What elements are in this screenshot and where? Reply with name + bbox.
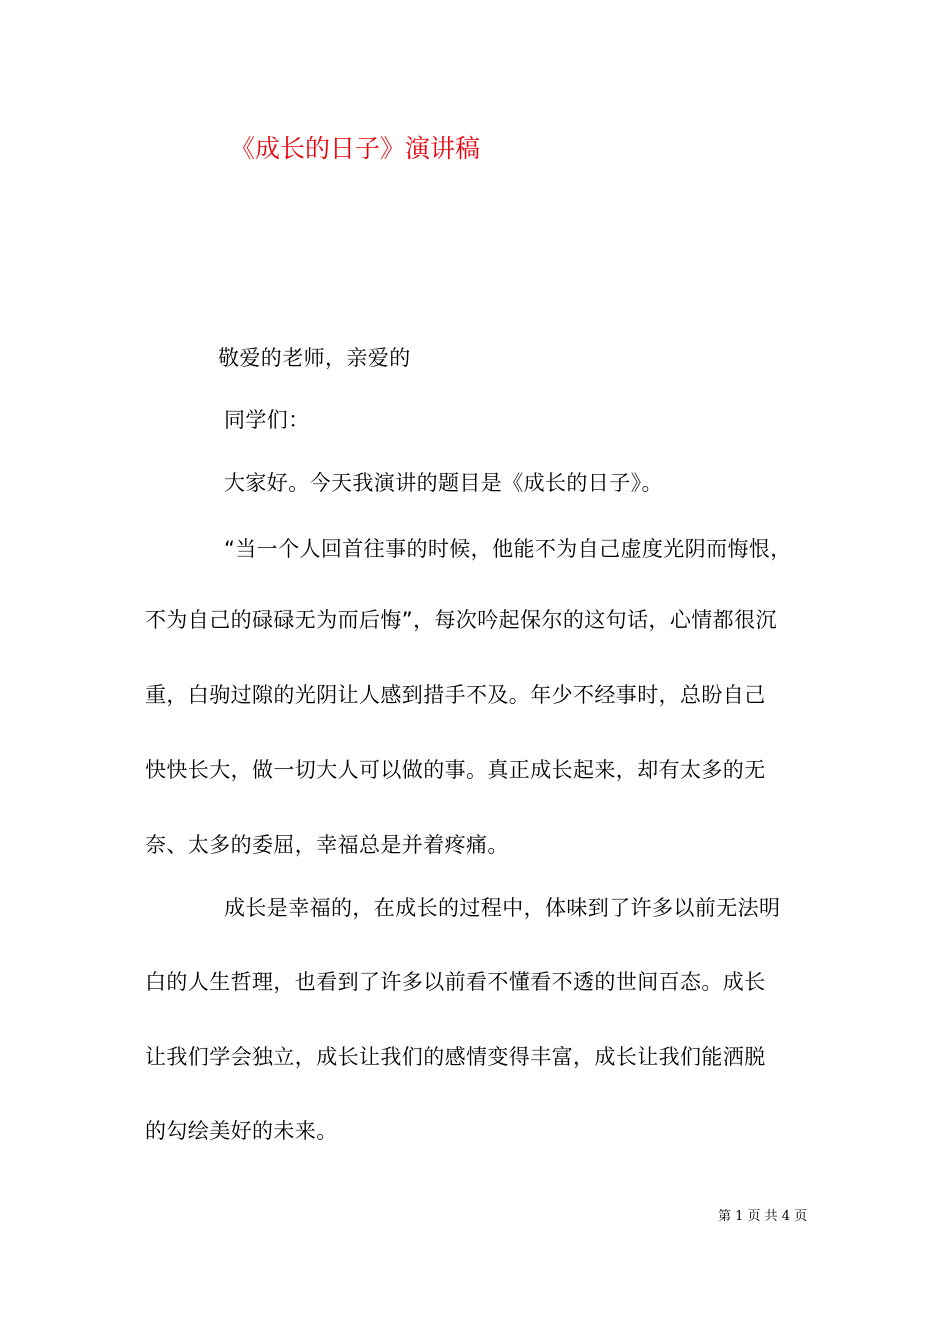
paragraph-2-line-3: 让我们学会独立，成长让我们的感情变得丰富，成长让我们能洒脱: [145, 1045, 766, 1069]
paragraph-2-line-2: 白的人生哲理，也看到了许多以前看不懂看不透的世间百态。成长: [145, 970, 766, 994]
salutation-line-1: 敬爱的老师，亲爱的: [218, 346, 411, 370]
paragraph-1-line-3: 重，白驹过隙的光阴让人感到措手不及。年少不经事时，总盼自己: [145, 683, 766, 707]
page-footer: 第 1 页 共 4 页: [718, 1209, 808, 1224]
paragraph-1-line-4: 快快长大，做一切大人可以做的事。真正成长起来，却有太多的无: [145, 758, 766, 782]
greeting-line: 大家好。今天我演讲的题目是《成长的日子》。: [224, 471, 663, 495]
paragraph-1-line-5: 奈、太多的委屈，幸福总是并着疼痛。: [145, 833, 509, 857]
paragraph-2-line-4: 的勾绘美好的未来。: [145, 1119, 338, 1143]
salutation-line-2: 同学们：: [224, 408, 310, 432]
document-title: 《成长的日子》演讲稿: [230, 134, 481, 163]
paragraph-1-line-1: “当一个人回首往事的时候，他能不为自己虚度光阴而悔恨，: [224, 537, 792, 561]
paragraph-1-line-2: 不为自己的碌碌无为而后悔”，每次吟起保尔的这句话，心情都很沉: [145, 608, 777, 632]
paragraph-2-line-1: 成长是幸福的，在成长的过程中，体味到了许多以前无法明: [224, 896, 781, 920]
